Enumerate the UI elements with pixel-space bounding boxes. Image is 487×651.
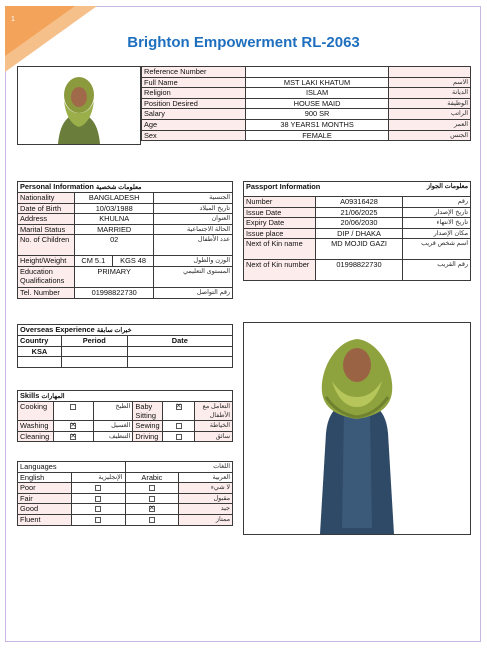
table-row <box>18 203 233 214</box>
passport-info-heading <box>244 182 471 197</box>
dob-value: 10/03/1988 <box>74 203 154 214</box>
passport-info-title: Passport Information <box>246 182 321 191</box>
checkbox-icon <box>149 485 155 491</box>
arabic-fluent-checkbox[interactable] <box>125 514 179 525</box>
checkbox-icon <box>149 517 155 523</box>
table-row <box>18 224 233 235</box>
height-weight-arabic: الوزن والطول <box>154 256 233 267</box>
skill-sewing-arabic: الخياطة <box>195 421 233 432</box>
table-row <box>18 493 233 504</box>
position-arabic: الوظيفة <box>389 98 471 109</box>
table-row <box>18 483 233 494</box>
languages-table <box>17 461 233 526</box>
marital-status-value: MARRIED <box>74 224 154 235</box>
salary-arabic: الراتب <box>389 109 471 120</box>
table-row <box>18 182 233 193</box>
passport-number-arabic: رقم <box>403 197 471 208</box>
table-row <box>18 357 233 368</box>
reference-number-value <box>245 67 389 78</box>
education-arabic: المستوى التعليمي <box>154 266 233 287</box>
children-value: 02 <box>74 235 154 256</box>
english-poor-checkbox[interactable] <box>71 483 125 494</box>
skills-heading <box>18 391 233 402</box>
skills-title-arabic: المهارات <box>41 393 65 400</box>
table-row <box>18 391 233 402</box>
religion-value: ISLAM <box>245 88 389 99</box>
checkbox-icon <box>176 423 182 429</box>
religion-arabic: الديانة <box>389 88 471 99</box>
lang-good-label: Good <box>18 504 72 515</box>
issue-date-label: Issue Date <box>244 207 316 218</box>
children-arabic: عدد الأطفال <box>154 235 233 256</box>
person-photo-icon <box>18 67 140 144</box>
position-value: HOUSE MAID <box>245 98 389 109</box>
issue-date-value: 21/06/2025 <box>315 207 403 218</box>
checkbox-icon <box>149 496 155 502</box>
tel-arabic: رقم التواصل <box>154 287 233 298</box>
issue-date-arabic: تاريخ الإصدار <box>403 207 471 218</box>
dob-label: Date of Birth <box>18 203 75 214</box>
table-row <box>244 207 471 218</box>
english-fluent-checkbox[interactable] <box>71 514 125 525</box>
address-arabic: العنوان <box>154 214 233 225</box>
skill-babysitting-label: Baby Sitting <box>133 402 163 421</box>
table-row <box>18 402 233 421</box>
table-row <box>18 235 233 256</box>
skill-cooking-label: Cooking <box>18 402 54 421</box>
page-title: Brighton Empowerment RL-2063 <box>127 34 360 51</box>
tel-value: 01998822730 <box>74 287 154 298</box>
personal-info-table <box>17 181 233 299</box>
checkbox-icon <box>176 434 182 440</box>
skill-driving-checkbox[interactable] <box>163 431 195 442</box>
checkbox-checked-icon <box>149 506 155 512</box>
table-row <box>18 431 233 442</box>
checkbox-icon <box>95 496 101 502</box>
arabic-label: Arabic <box>125 472 179 483</box>
table-row <box>244 218 471 229</box>
period-cell <box>61 346 127 357</box>
table-row <box>244 182 471 197</box>
skill-driving-arabic: سائق <box>195 431 233 442</box>
table-row <box>18 214 233 225</box>
dob-arabic: تاريخ الميلاد <box>154 203 233 214</box>
table-row <box>18 336 233 347</box>
lang-poor-label: Poor <box>18 483 72 494</box>
age-label: Age <box>142 119 246 130</box>
english-fair-checkbox[interactable] <box>71 493 125 504</box>
skill-cleaning-checkbox[interactable] <box>53 431 93 442</box>
height-value: CM 5.1 <box>74 256 112 267</box>
skill-washing-checkbox[interactable] <box>53 421 93 432</box>
skill-washing-label: Washing <box>18 421 54 432</box>
kin-number-arabic: رقم القريب <box>403 260 471 281</box>
profile-photo-large <box>243 322 471 535</box>
lang-fair-label: Fair <box>18 493 72 504</box>
country-cell: KSA <box>18 346 62 357</box>
full-name-value: MST LAKI KHATUM <box>245 77 389 88</box>
checkbox-checked-icon <box>176 404 182 410</box>
reference-number-label: Reference Number <box>142 67 246 78</box>
table-row <box>142 77 471 88</box>
skill-cleaning-label: Cleaning <box>18 431 54 442</box>
height-weight-label: Height/Weight <box>18 256 75 267</box>
english-arabic: الإنجليزية <box>71 472 125 483</box>
lang-fair-arabic: مقبول <box>179 493 233 504</box>
personal-info-title-arabic: معلومات شخصية <box>95 184 142 191</box>
skill-cooking-checkbox[interactable] <box>53 402 93 421</box>
period-header: Period <box>61 336 127 347</box>
empty-cell <box>127 357 232 368</box>
skill-babysitting-checkbox[interactable] <box>163 402 195 421</box>
kin-name-value: MD MOJID GAZI <box>315 239 403 260</box>
sex-label: Sex <box>142 130 246 141</box>
religion-label: Religion <box>142 88 246 99</box>
children-label: No. of Children <box>18 235 75 256</box>
salary-value: 900 SR <box>245 109 389 120</box>
checkbox-icon <box>95 517 101 523</box>
nationality-arabic: الجنسية <box>154 193 233 204</box>
table-row <box>244 228 471 239</box>
sex-arabic: الجنس <box>389 130 471 141</box>
full-name-label: Full Name <box>142 77 246 88</box>
reference-number-arabic <box>389 67 471 78</box>
marital-status-label: Marital Status <box>18 224 75 235</box>
skill-sewing-label: Sewing <box>133 421 163 432</box>
overseas-title-arabic: خبرات سابقة <box>96 327 132 334</box>
languages-title-arabic: اللغات <box>125 462 232 473</box>
checkbox-checked-icon <box>70 434 76 440</box>
english-good-checkbox[interactable] <box>71 504 125 515</box>
age-arabic: العمر <box>389 119 471 130</box>
education-label: Education Qualifications <box>18 266 75 287</box>
table-row <box>18 266 233 287</box>
table-row <box>142 67 471 78</box>
address-value: KHULNA <box>74 214 154 225</box>
table-row <box>18 325 233 336</box>
checkbox-icon <box>95 506 101 512</box>
table-row <box>18 472 233 483</box>
checkbox-icon <box>95 485 101 491</box>
empty-cell <box>18 357 62 368</box>
skill-washing-arabic: الغسيل <box>93 421 133 432</box>
sex-value: FEMALE <box>245 130 389 141</box>
date-header: Date <box>127 336 232 347</box>
arabic-arabic: العربية <box>179 472 233 483</box>
checkbox-checked-icon <box>70 423 76 429</box>
expiry-date-label: Expiry Date <box>244 218 316 229</box>
passport-info-title-arabic: معلومات الجواز <box>426 183 468 190</box>
passport-number-value: A09316428 <box>315 197 403 208</box>
kin-name-label: Next of Kin name <box>244 239 316 260</box>
arabic-poor-checkbox[interactable] <box>125 483 179 494</box>
tel-label: Tel. Number <box>18 287 75 298</box>
lang-fluent-label: Fluent <box>18 514 72 525</box>
table-row <box>142 130 471 141</box>
personal-info-heading <box>18 182 233 193</box>
skill-cleaning-arabic: التنظيف <box>93 431 133 442</box>
table-row <box>18 193 233 204</box>
arabic-good-checkbox[interactable] <box>125 504 179 515</box>
table-row <box>18 346 233 357</box>
education-value: PRIMARY <box>74 266 154 287</box>
expiry-date-value: 20/06/2030 <box>315 218 403 229</box>
skill-sewing-checkbox[interactable] <box>163 421 195 432</box>
table-row <box>244 260 471 281</box>
overseas-experience-table <box>17 324 233 368</box>
passport-info-table <box>243 181 471 281</box>
overseas-title: Overseas Experience <box>20 325 95 334</box>
full-name-arabic: الاسم <box>389 77 471 88</box>
table-row <box>18 514 233 525</box>
corner-number: 1 <box>11 16 15 23</box>
person-full-photo-icon <box>244 323 470 534</box>
table-row <box>244 239 471 260</box>
languages-title: Languages <box>18 462 126 473</box>
marital-status-arabic: الحالة الاجتماعية <box>154 224 233 235</box>
overseas-heading <box>18 325 233 336</box>
arabic-fair-checkbox[interactable] <box>125 493 179 504</box>
lang-fluent-arabic: ممتاز <box>179 514 233 525</box>
issue-place-value: DIP / DHAKA <box>315 228 403 239</box>
lang-poor-arabic: لا شيء <box>179 483 233 494</box>
skills-title: Skills <box>20 391 40 400</box>
lang-good-arabic: جيد <box>179 504 233 515</box>
empty-cell <box>61 357 127 368</box>
address-label: Address <box>18 214 75 225</box>
personal-info-title: Personal Information <box>20 182 94 191</box>
salary-label: Salary <box>142 109 246 120</box>
skills-table <box>17 390 233 442</box>
nationality-label: Nationality <box>18 193 75 204</box>
table-row <box>142 119 471 130</box>
kin-number-label: Next of Kin number <box>244 260 316 281</box>
passport-number-label: Number <box>244 197 316 208</box>
issue-place-arabic: مكان الإصدار <box>403 228 471 239</box>
table-row <box>142 88 471 99</box>
table-row <box>142 98 471 109</box>
table-row <box>18 504 233 515</box>
date-cell <box>127 346 232 357</box>
issue-place-label: Issue place <box>244 228 316 239</box>
skill-babysitting-arabic: التعامل مع الأطفال <box>195 402 233 421</box>
table-row <box>142 109 471 120</box>
kin-number-value: 01998822730 <box>315 260 403 281</box>
header-table <box>141 66 471 141</box>
table-row <box>18 421 233 432</box>
table-row <box>244 197 471 208</box>
english-label: English <box>18 472 72 483</box>
expiry-date-arabic: تاريخ الانتهاء <box>403 218 471 229</box>
age-value: 38 YEARS1 MONTHS <box>245 119 389 130</box>
profile-photo-small <box>17 66 141 145</box>
checkbox-icon <box>70 404 76 410</box>
weight-value: KGS 48 <box>112 256 154 267</box>
skill-driving-label: Driving <box>133 431 163 442</box>
country-header: Country <box>18 336 62 347</box>
table-row <box>18 256 233 267</box>
nationality-value: BANGLADESH <box>74 193 154 204</box>
table-row <box>18 462 233 473</box>
skill-cooking-arabic: الطبخ <box>93 402 133 421</box>
table-row <box>18 287 233 298</box>
position-label: Position Desired <box>142 98 246 109</box>
kin-name-arabic: اسم شخص قريب <box>403 239 471 260</box>
